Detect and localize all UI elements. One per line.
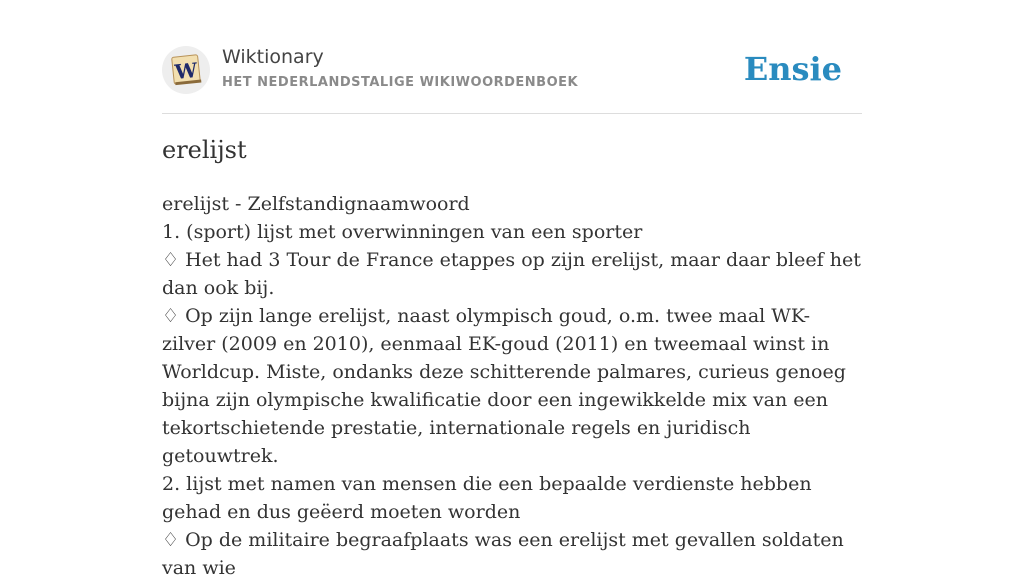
entry-word-class: erelijst - Zelfstandignaamwoord [162, 193, 470, 215]
example-2: ♢ Op zijn lange erelijst, naast olympisch goud, o.m. twee maal WK-zilver (2009 en 2010), eenmaal EK-goud (2011) en tweemaal winst in Worldcup. Miste, ondanks deze schitterende palmares, curieus genoeg bijna zijn olympische kwalificatie door een ingewikkelde mix van een tekortschietende prestatie, internationale regels en juridisch getouwtrek. [162, 305, 846, 467]
logo-letter: W [173, 57, 199, 85]
example-3: ♢ Op de militaire begraafplaats was een erelijst met gevallen soldaten van wie [162, 529, 844, 579]
entry-title: erelijst [162, 136, 247, 164]
site-tagline: HET NEDERLANDSTALIGE WIKIWOORDENBOEK [222, 75, 579, 90]
site-name[interactable]: Wiktionary [222, 46, 324, 68]
wiktionary-logo-icon[interactable] [162, 46, 210, 94]
site-header [162, 46, 862, 96]
header-divider [162, 113, 862, 114]
definition-2: 2. lijst met namen van mensen die een bepaalde verdienste hebben gehad en dus geëerd moeten worden [162, 473, 812, 523]
entry-content [162, 190, 862, 582]
example-1: ♢ Het had 3 Tour de France etappes op zijn erelijst, maar daar bleef het dan ook bij. [162, 249, 861, 299]
definition-1: 1. (sport) lijst met overwinningen van een sporter [162, 221, 643, 243]
ensie-brand-logo[interactable]: Ensie [743, 50, 842, 88]
